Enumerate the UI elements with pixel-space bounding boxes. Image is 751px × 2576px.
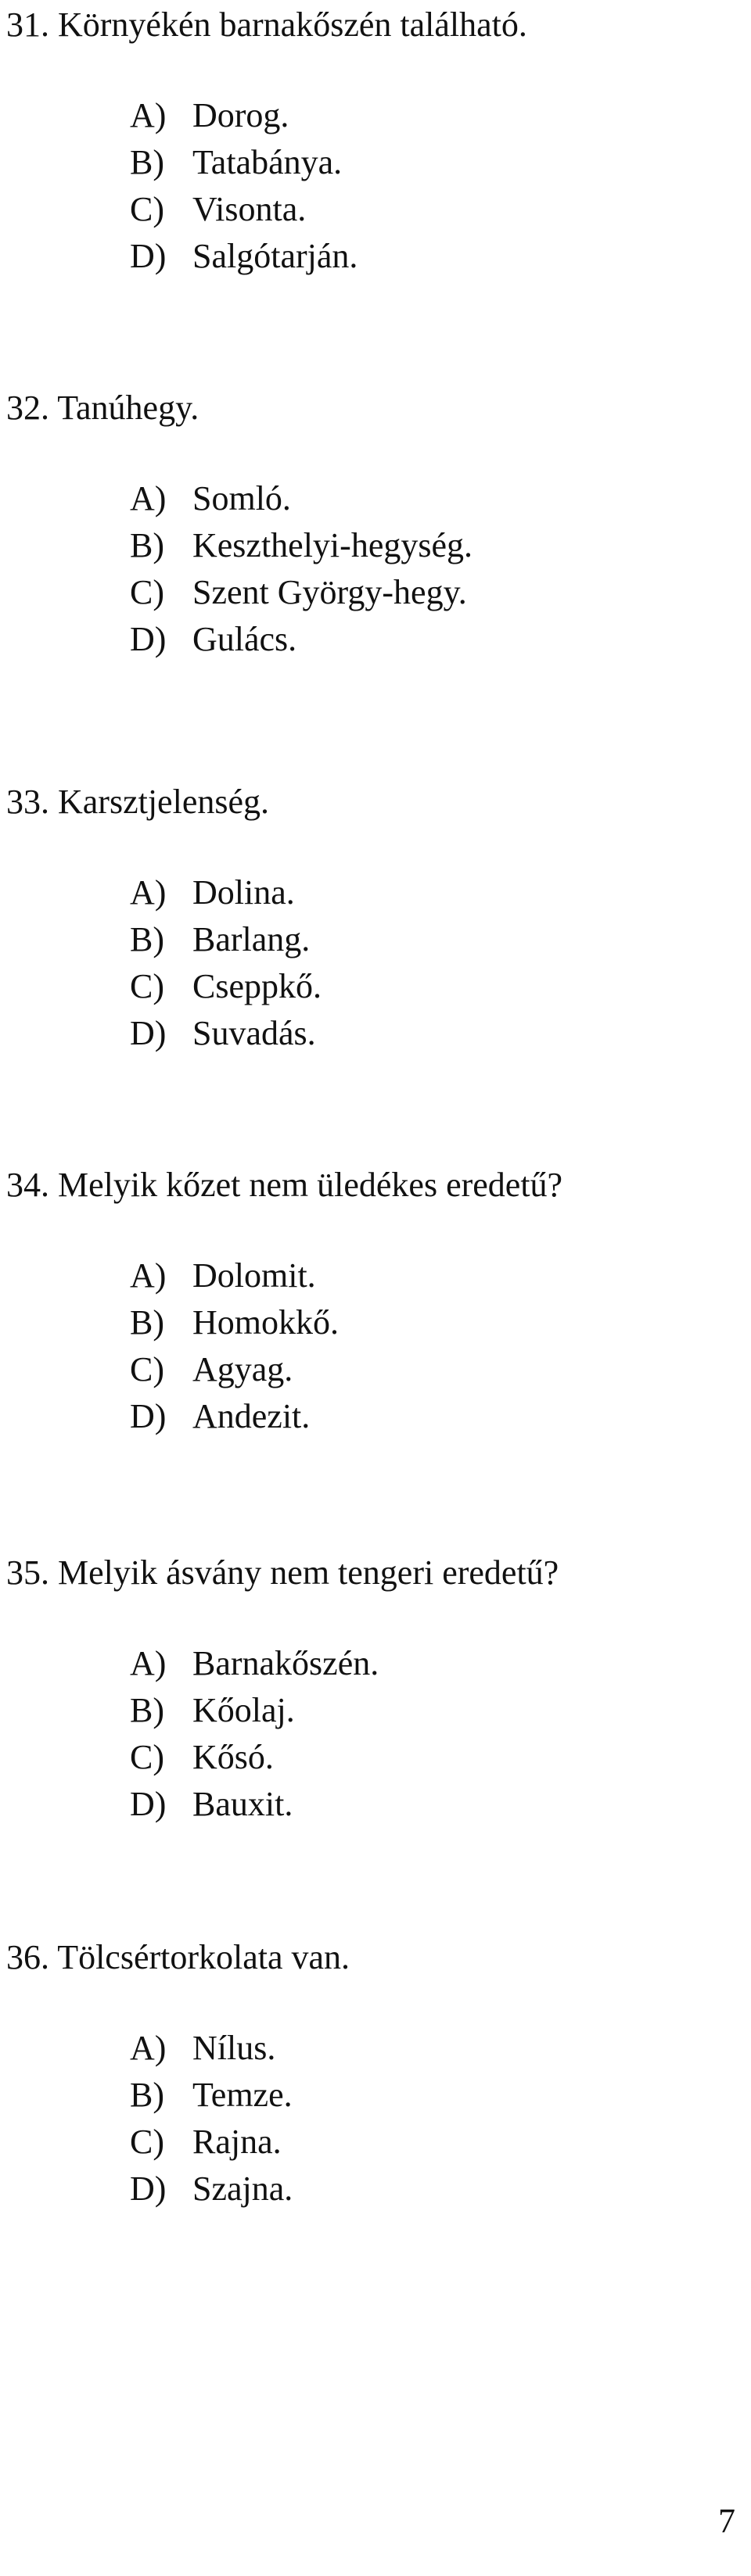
option-text: Andezit. (192, 1397, 311, 1435)
option-c[interactable] (6, 2119, 742, 2166)
option-text: Dorog. (192, 96, 289, 134)
question-title: 32. Tanúhegy. (6, 389, 199, 427)
option-text: Keszthelyi-hegység. (192, 526, 473, 564)
question-title: 36. Tölcsértorkolata van. (6, 1938, 350, 1976)
question-34 (6, 1162, 742, 1440)
option-a[interactable] (6, 869, 742, 916)
option-list (6, 1252, 742, 1440)
option-letter: B) (130, 920, 164, 958)
option-letter: A) (130, 479, 167, 518)
question-title: 31. Környékén barnakőszén található. (6, 5, 527, 44)
option-text: Szajna. (192, 2169, 293, 2208)
option-b[interactable] (6, 916, 742, 963)
question-title: 33. Karsztjelenség. (6, 783, 269, 821)
option-b[interactable] (6, 522, 742, 569)
option-letter: C) (130, 573, 164, 611)
option-text: Barlang. (192, 920, 311, 958)
option-a[interactable] (6, 1640, 742, 1687)
option-text: Somló. (192, 479, 291, 518)
option-c[interactable] (6, 963, 742, 1010)
option-d[interactable] (6, 233, 742, 280)
question-36 (6, 1934, 742, 2212)
question-title: 35. Melyik ásvány nem tengeri eredetű? (6, 1553, 559, 1592)
option-text: Homokkő. (192, 1303, 339, 1342)
option-b[interactable] (6, 1687, 742, 1734)
option-text: Agyag. (192, 1350, 293, 1388)
question-32 (6, 385, 742, 663)
question-title: 34. Melyik kőzet nem üledékes eredetű? (6, 1166, 563, 1204)
option-text: Salgótarján. (192, 237, 358, 275)
option-c[interactable] (6, 569, 742, 616)
option-a[interactable] (6, 2025, 742, 2072)
option-text: Nílus. (192, 2029, 276, 2067)
option-letter: C) (130, 190, 164, 228)
option-letter: B) (130, 1303, 164, 1342)
option-letter: A) (130, 873, 167, 912)
option-letter: C) (130, 1350, 164, 1388)
option-list (6, 869, 742, 1057)
option-letter: D) (130, 1014, 167, 1052)
option-b[interactable] (6, 1299, 742, 1346)
option-d[interactable] (6, 1010, 742, 1057)
option-a[interactable] (6, 1252, 742, 1299)
option-d[interactable] (6, 1781, 742, 1828)
option-letter: D) (130, 2169, 167, 2208)
option-letter: B) (130, 143, 164, 181)
option-letter: C) (130, 2123, 164, 2161)
page-number: 7 (718, 2502, 735, 2540)
option-c[interactable] (6, 1734, 742, 1781)
option-b[interactable] (6, 139, 742, 186)
option-a[interactable] (6, 92, 742, 139)
option-text: Rajna. (192, 2123, 282, 2161)
option-b[interactable] (6, 2072, 742, 2119)
option-text: Szent György-hegy. (192, 573, 467, 611)
question-31 (6, 2, 742, 280)
option-letter: A) (130, 2029, 167, 2067)
option-letter: D) (130, 1397, 167, 1435)
option-letter: B) (130, 526, 164, 564)
option-text: Barnakőszén. (192, 1644, 379, 1682)
option-list (6, 1640, 742, 1828)
option-text: Bauxit. (192, 1785, 293, 1823)
option-letter: D) (130, 237, 167, 275)
option-letter: A) (130, 1644, 167, 1682)
option-letter: D) (130, 1785, 167, 1823)
option-list (6, 92, 742, 280)
option-text: Gulács. (192, 620, 297, 658)
option-text: Kősó. (192, 1738, 274, 1776)
option-letter: A) (130, 1256, 167, 1295)
question-33 (6, 779, 742, 1057)
option-letter: C) (130, 1738, 164, 1776)
option-d[interactable] (6, 2166, 742, 2212)
question-35 (6, 1550, 742, 1828)
option-list (6, 2025, 742, 2212)
option-text: Visonta. (192, 190, 307, 228)
option-list (6, 475, 742, 663)
option-text: Temze. (192, 2076, 293, 2114)
option-letter: B) (130, 1691, 164, 1729)
option-text: Dolomit. (192, 1256, 316, 1295)
option-letter: D) (130, 620, 167, 658)
option-letter: C) (130, 967, 164, 1005)
option-d[interactable] (6, 616, 742, 663)
option-letter: B) (130, 2076, 164, 2114)
option-text: Dolina. (192, 873, 295, 912)
option-letter: A) (130, 96, 167, 134)
option-a[interactable] (6, 475, 742, 522)
option-c[interactable] (6, 186, 742, 233)
option-text: Suvadás. (192, 1014, 316, 1052)
option-c[interactable] (6, 1346, 742, 1393)
option-text: Cseppkő. (192, 967, 322, 1005)
option-text: Tatabánya. (192, 143, 343, 181)
option-d[interactable] (6, 1393, 742, 1440)
option-text: Kőolaj. (192, 1691, 295, 1729)
